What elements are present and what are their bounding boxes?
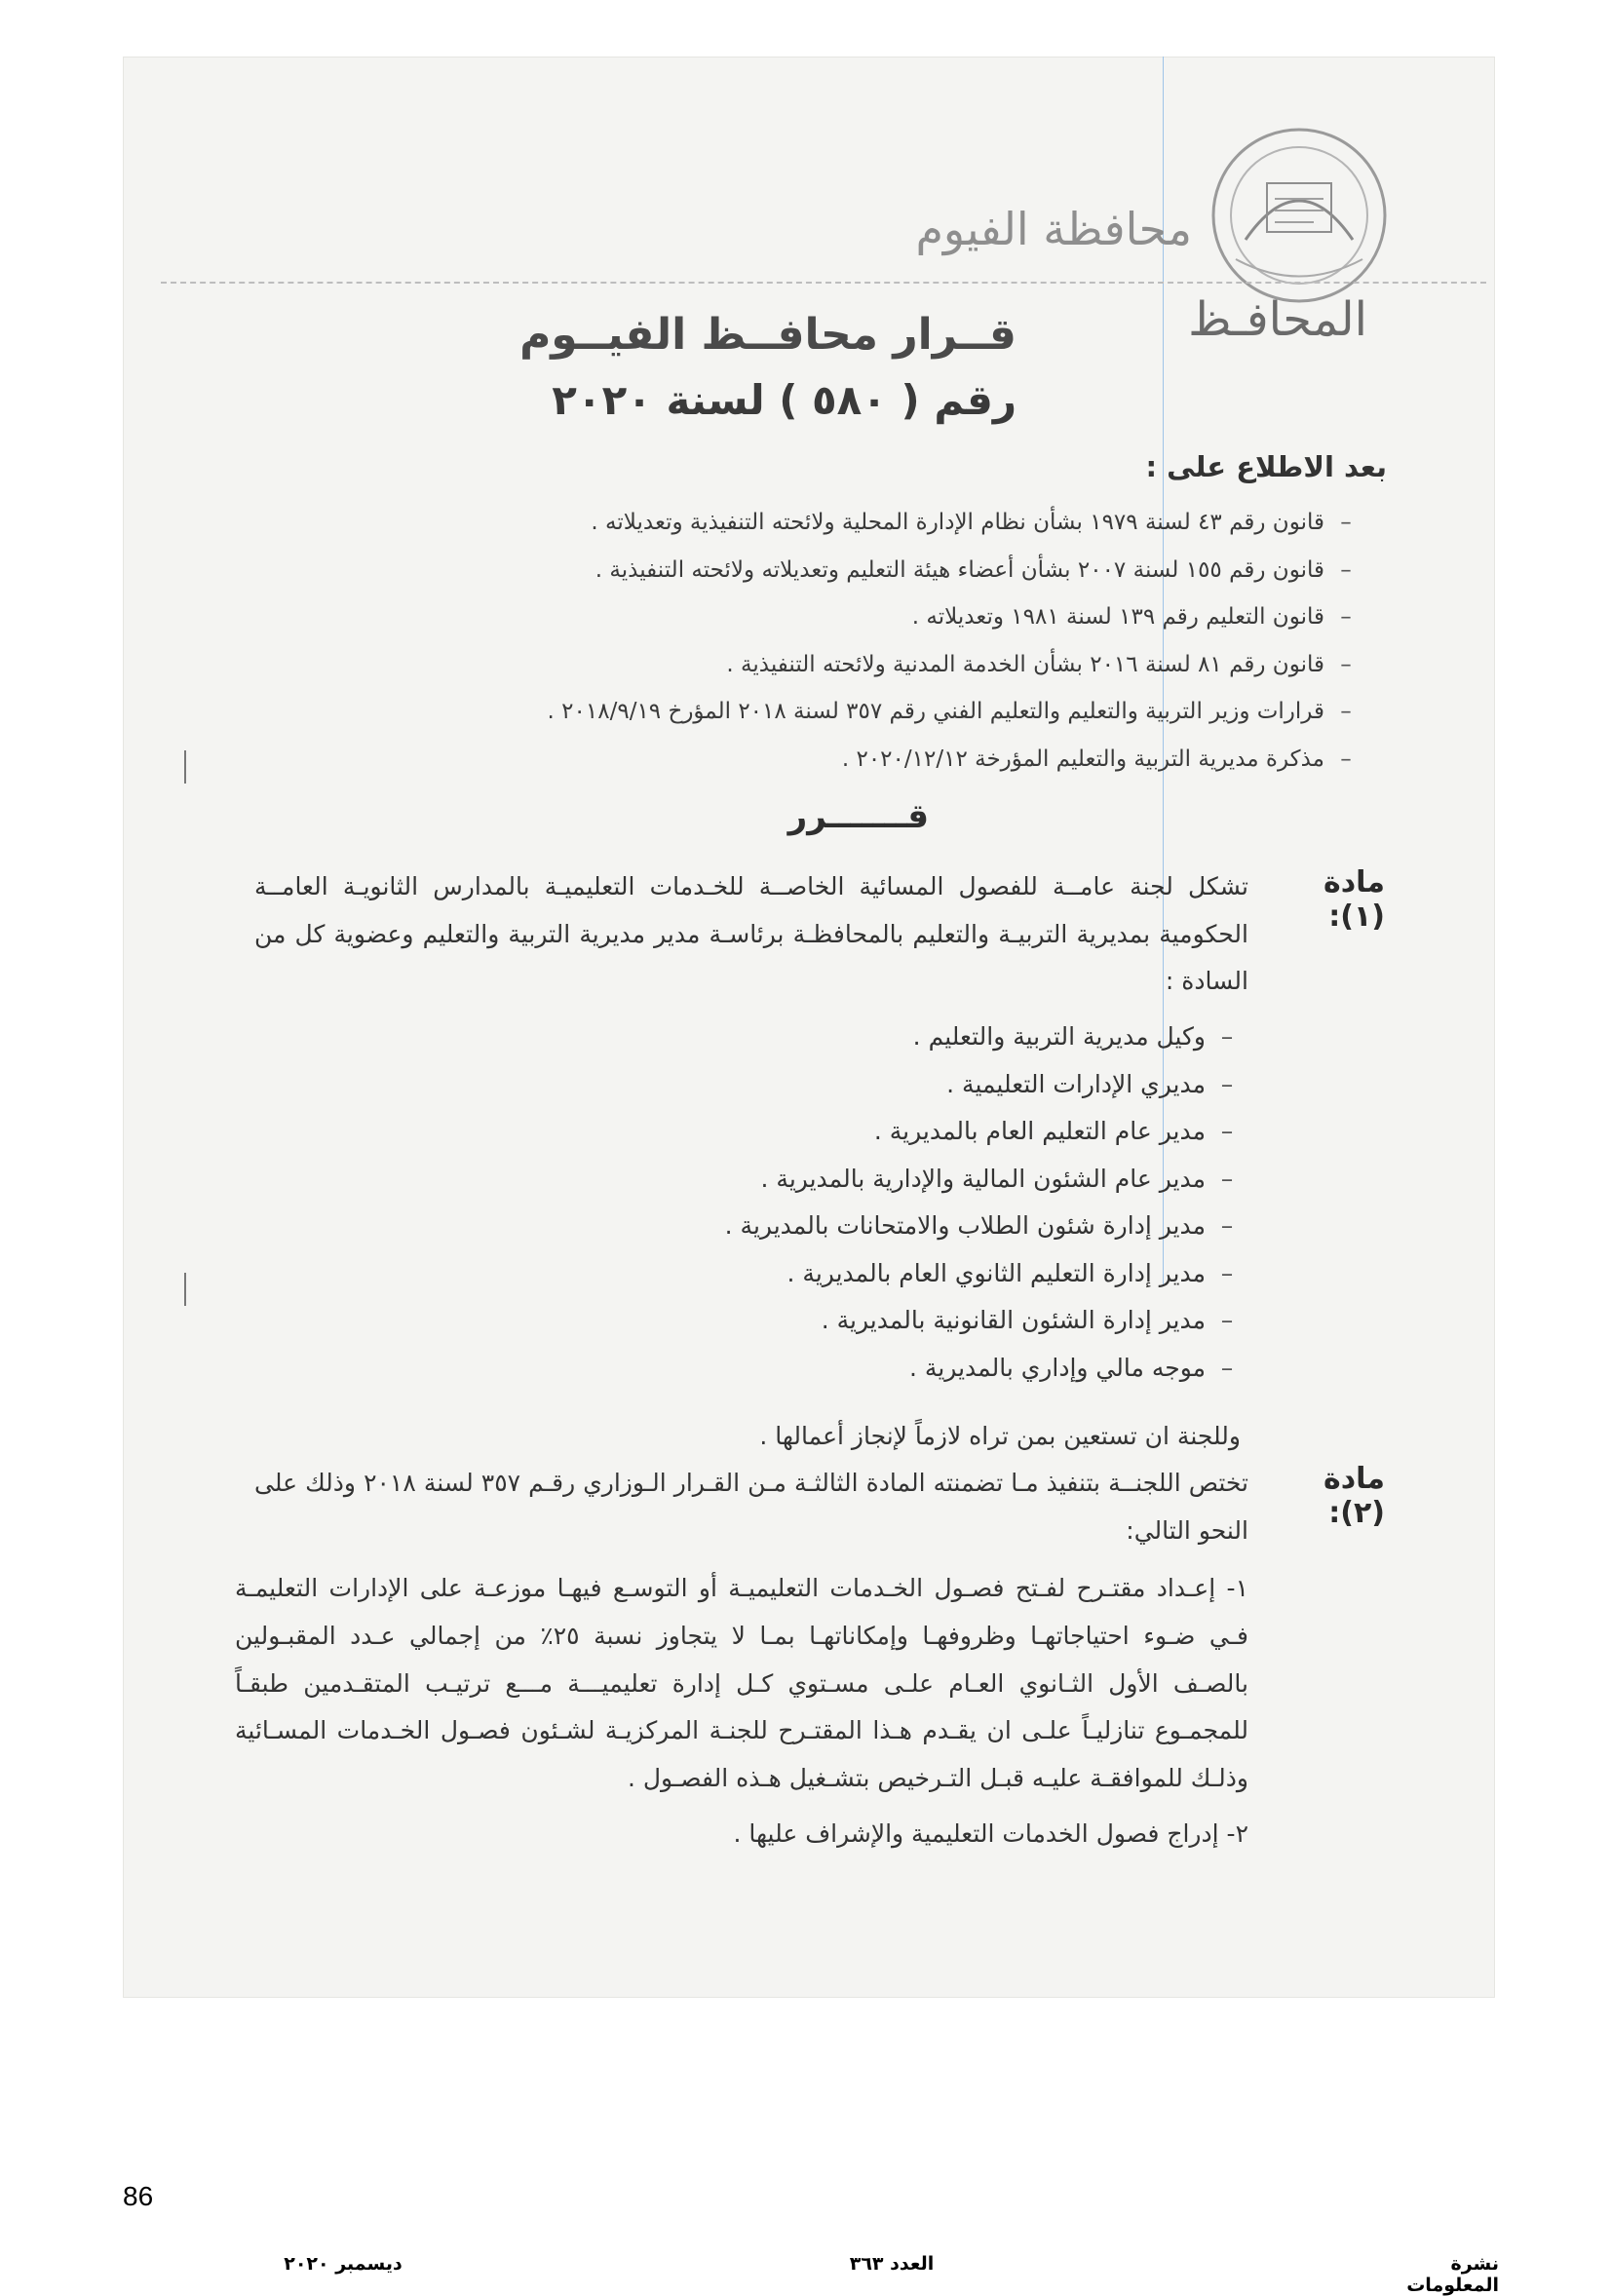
preamble-list (295, 499, 1367, 783)
list-item: –قانون رقم ٤٣ لسنة ١٩٧٩ بشأن نظام الإدارة المحلية ولائحته التنفيذية وتعديلاته . (295, 499, 1367, 547)
article-1-label: مادة (١): (1323, 865, 1385, 934)
list-item: –قرارات وزير التربية والتعليم والتعليم الفني رقم ٣٥٧ لسنة ٢٠١٨ المؤرخ ٢٠١٨/٩/١٩ . (295, 688, 1367, 736)
dash-bullet: – (1220, 1258, 1234, 1287)
dash-bullet: – (1340, 604, 1352, 630)
dash-bullet: – (1220, 1164, 1234, 1193)
footer-date: ديسمبر ٢٠٢٠ (284, 2253, 403, 2275)
dash-bullet: – (1340, 556, 1352, 583)
list-item: –مدير عام التعليم العام بالمديرية . (371, 1108, 1248, 1156)
list-item: –مدير إدارة الشئون القانونية بالمديرية . (371, 1297, 1248, 1345)
list-item: –مدير إدارة التعليم الثانوي العام بالمديرية . (371, 1250, 1248, 1298)
article-1-text: تشكل لجنة عامــة للفصول المسائية الخاصــة للخـدمات التعليميـة بالمدارس الثانويـة العامــة الحكومية بمديرية التربيـة والتعليم بالمحافظـة برئاسـة مدير مديرية التربية والتعليم وعضوية كل من السادة : (254, 872, 1248, 995)
decree-word: قـــــــرر (787, 797, 929, 836)
decree-number: رقم ( ٥٨٠ ) لسنة ٢٠٢٠ (552, 376, 1016, 424)
dash-bullet: – (1220, 1306, 1234, 1334)
dash-bullet: – (1220, 1022, 1234, 1051)
list-item: –مدير إدارة شئون الطلاب والامتحانات بالمديرية . (371, 1203, 1248, 1250)
dash-bullet: – (1340, 651, 1352, 677)
preamble-heading: بعد الاطلاع على : (1145, 450, 1387, 483)
list-item: –مذكرة مديرية التربية والتعليم المؤرخة ٢٠٢٠/١٢/١٢ . (295, 736, 1367, 784)
list-item: –مديري الإدارات التعليمية . (371, 1061, 1248, 1109)
list-item: –قانون التعليم رقم ١٣٩ لسنة ١٩٨١ وتعديلاته . (295, 593, 1367, 641)
dash-bullet: – (1340, 699, 1352, 724)
list-item: –مدير عام الشئون المالية والإدارية بالمديرية . (371, 1156, 1248, 1204)
dash-bullet: – (1220, 1117, 1234, 1145)
dash-bullet: – (1220, 1353, 1234, 1382)
page-number: 86 (123, 2181, 154, 2211)
article-2-task-list (235, 1565, 1248, 1858)
governorate-name: محافظة الفيوم (915, 203, 1192, 255)
footer-issue: العدد ٣٦٣ (849, 2253, 935, 2275)
dash-bullet: – (1340, 510, 1352, 535)
committee-closing-text: وللجنة ان تستعين بمن تراه لازماً لإنجاز أعمالها . (759, 1422, 1241, 1450)
scan-mark (184, 1273, 186, 1306)
list-item: –قانون رقم ٨١ لسنة ٢٠١٦ بشأن الخدمة المدنية ولائحته التنفيذية . (295, 641, 1367, 689)
scan-mark (184, 750, 186, 784)
list-item: ١- إعـداد مقتـرح لفـتح فصـول الخـدمات التعليميـة أو التوسـع فيهـا موزعـة على الإدارات التعليمـة فـي ضـوء احتياجاتهـا وظروفهـا وإمكاناتهـا بمـا لا يتجاوز نسبة ٢٥٪ من إجمالي عـدد المقبـولين بالصـف الأول الثـانوي العـام علـى مسـتوي كـل إدارة تعليميـــة مـــع ترتيـب المتقـدمين طبقـاً للمجمـوع تنازليـاً علـى ان يقـدم هـذا المقتـرح للجنـة المركزيـة لشـئون فصـول الخـدمات المسـائية وذلـك للموافقـة عليـه قبـل التـرخيص بتشـغيل هـذه الفصـول . (235, 1574, 1248, 1793)
list-item: –وكيل مديرية التربية والتعليم . (371, 1014, 1248, 1061)
list-item: ٢- إدراج فصول الخدمات التعليمية والإشراف عليها . (733, 1818, 1248, 1848)
dash-bullet: – (1220, 1211, 1234, 1240)
decree-title: قــرار محافــظ الفيــوم (519, 310, 1016, 360)
committee-members-list (371, 1014, 1248, 1392)
article-2-label: مادة (٢): (1323, 1462, 1385, 1530)
footer-publication: نشرة المعلومات (1406, 2253, 1499, 2296)
dash-bullet: – (1220, 1069, 1234, 1098)
governor-label: المحافـظ (1188, 292, 1367, 347)
list-item: –موجه مالي وإداري بالمديرية . (371, 1345, 1248, 1393)
list-item: –قانون رقم ١٥٥ لسنة ٢٠٠٧ بشأن أعضاء هيئة التعليم وتعديلاته ولائحته التنفيذية . (295, 547, 1367, 594)
article-2-text: تختص اللجنــة بتنفيذ مـا تضمنته المادة الثالثـة مـن القـرار الـوزاري رقـم ٣٥٧ لسنة ٢٠١٨ وذلك على النحو التالي: (254, 1469, 1248, 1545)
dash-bullet: – (1340, 746, 1352, 772)
governorate-seal-logo (1207, 123, 1392, 308)
header-divider (161, 282, 1486, 284)
